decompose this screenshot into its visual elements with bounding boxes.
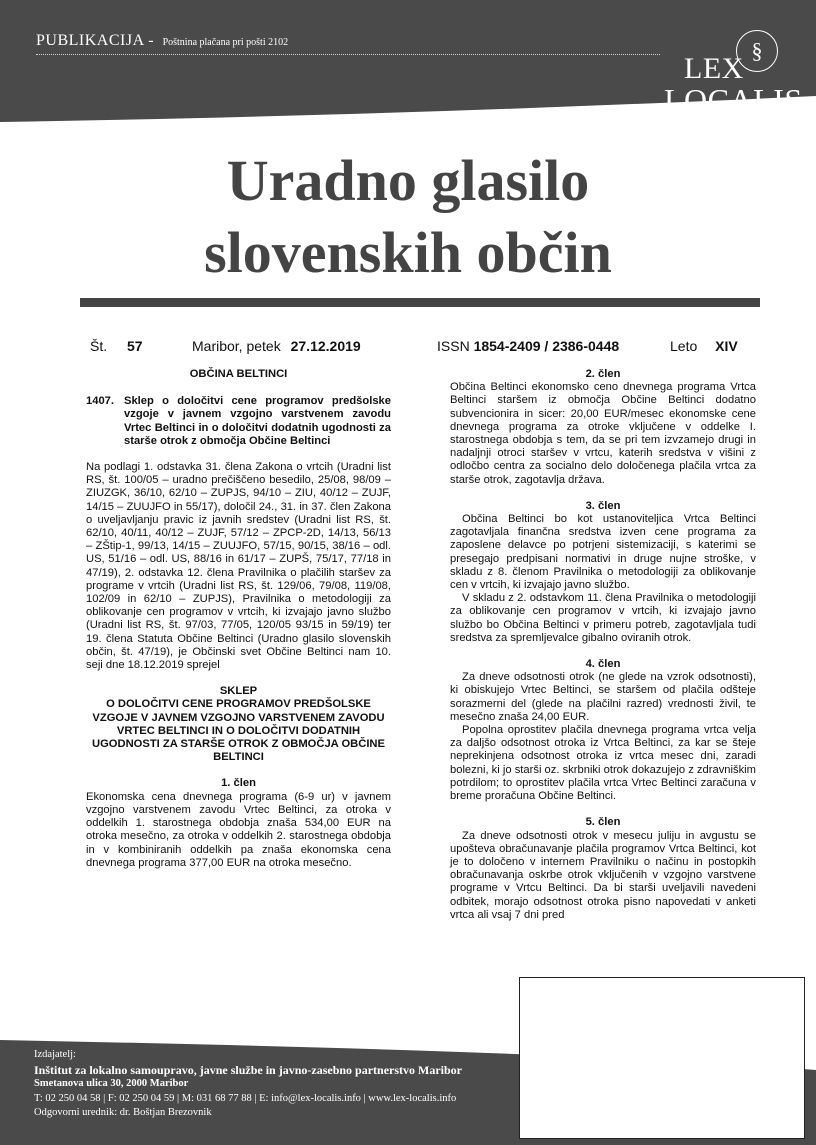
footer-editor: Odgovorni urednik: dr. Boštjan Brezovnik: [34, 1107, 212, 1118]
clen2-text: Občina Beltinci ekonomsko ceno dnevnega programa Vrtca Beltinci staršem iz območja Občine Beltinci dodatno subvencionira in sicer: 20,00 EUR/mesec ekonomske cene dnevnega programa za otroke vključene v oddelke I. starostnega obdobja s tem, da se pri tem izvzamejo drugi in nadaljnji otroci staršev v vrtcu, katerih sredstva v višini z odločbo centra za socialno delo določenega plačila vrtca za starše otrok, zagotavlja država.: [450, 381, 756, 486]
issue-issn: [437, 338, 619, 354]
postnina-text: Poštnina plačana pri pošti 2102: [162, 37, 289, 48]
clen3-paragraph-2: V skladu z 2. odstavkom 11. člena Pravilnika o metodologiji za oblikovanje cen programov v vrtcih, ki izvajajo javno službo bo Občina Beltinci v primeru potreb, zagotavljala tudi sredstva za spremljevalce gibalno oviranih otrok.: [450, 592, 756, 644]
logo-localis: LOCALIS: [664, 82, 803, 118]
footer-institute: Inštitut za lokalno samoupravo, javne službe in javno-zasebno partnerstvo Maribor: [34, 1062, 463, 1077]
clen3-paragraph-1: Občina Beltinci bo kot ustanoviteljica Vrtca Beltinci zagotavljala finančna sredstva izven cene programa za zaposlene delavce po potrjeni sistemizaciji, s katerimi se presegajo predpisani normativi in druge nujne stroške, v skladu z 8. členom Pravilnika o metodologiji za oblikovanje cen v vrtcih, ki izvajajo javno službo.: [450, 513, 756, 592]
clen3-heading: 3. člen: [585, 499, 621, 512]
clen5-paragraph-1: Za dneve odsotnosti otrok v mesecu juliju in avgustu se upošteva obračunavanje plačila programov Vrtca Beltinci, kot je to določeno v internem Pravilniku o načinu in postopkih obračunavanja oskrbe otrok vključenih v vzgojno varstvene programe v Vrtcu Beltinci. Da bi starši uveljavili navedeni odbitek, morajo odsotnost otroka pisno napovedati v anketi vrtca ali vsaj 7 dni pred: [450, 829, 756, 921]
issue-date: [192, 338, 361, 354]
left-column: [86, 368, 391, 870]
issue-date-value: 27.12.2019: [290, 338, 361, 354]
publikacija-text: PUBLIKACIJA -: [36, 32, 155, 49]
blank-box: [519, 977, 805, 1139]
publication-label: [36, 32, 288, 50]
clen5-heading: 5. člen: [585, 816, 621, 829]
issue-place: Maribor, petek: [192, 338, 281, 354]
sklep-heading: SKLEP: [219, 685, 258, 698]
header-divider: [36, 54, 660, 55]
footer-izdajatelj: Izdajatelj:: [34, 1049, 76, 1060]
issue-number-label: Št.: [90, 338, 108, 354]
page-title: [80, 145, 736, 289]
leto-label: Leto: [670, 338, 698, 354]
clen2-heading: 2. člen: [585, 368, 621, 380]
issue-number-value: 57: [127, 338, 143, 354]
paragraph-icon: §: [736, 30, 778, 72]
title-line-2: slovenskih občin: [204, 220, 612, 285]
footer-address: Smetanova ulica 30, 2000 Maribor: [34, 1078, 189, 1089]
clen4-heading: 4. člen: [585, 658, 621, 671]
logo-lex: LEX: [684, 52, 744, 85]
act-title-text: Sklep o določitvi cene programov predšolske vzgoje v javnem vzgojno varstvenem zavodu Vrtec Beltinci in o določitvi dodatnih ugodnosti za starše otrok z območja Občine Beltinci: [124, 395, 391, 447]
clen1-text: Ekonomska cena dnevnega programa (6-9 ur) v javnem vzgojno varstvenem zavodu Vrtec Beltinci, za otroka v oddelkih 1. starostnega obdobja znaša 534,00 EUR na otroka mesečno, za otroka v oddelkih 2. starostnega obdobja in v kombiniranih oddelkih pa znaša ekonomska cena dnevnega programa 377,00 EUR na otroka mesečno.: [86, 790, 391, 869]
right-column: [450, 368, 756, 922]
preamble: Na podlagi 1. odstavka 31. člena Zakona o vrtcih (Uradni list RS, št. 100/05 – uradno prečiščeno besedilo, 25/08, 98/09 – ZIUZGK, 36/10, 62/10 – ZUPJS, 94/10 – ZIU, 40/12 – ZUJF, 14/15 – ZUUJFO in 55/17), določil 24., 31. in 37. člen Zakona o uveljavljanju pravic iz javnih sredstev (Uradni list RS, št. 62/10, 40/11, 40/12 – ZUJF, 57/12 – ZPCP-2D, 14/13, 56/13 – ZŠtip-1, 99/13, 14/15 – ZUUJFO, 57/15, 90/15, 38/16 – odl. US, 51/16 – odl. US, 88/16 in 61/17 – ZUPŠ, 75/17, 77/18 in 47/19), 2. odstavka 12. člena Pravilnika o plačilih staršev za programe v vrtcih (Uradni list RS, št. 129/06, 79/08, 119/08, 102/09 in 62/10 – ZUPJS), Pravilnika o metodologiji za oblikovanje cen programov v vrtcih, ki izvajajo javno službo (Uradni list RS, št. 97/03, 77/05, 120/05 93/15 in 59/19) ter 19. člena Statuta Občine Beltinci (Uradno glasilo slovenskih občin, št. 47/19), je Občinski svet Občine Beltinci nam 10. seji dne 18.12.2019 sprejel: [86, 461, 391, 672]
issue-year: [670, 338, 738, 354]
sklep-title: O DOLOČITVI CENE PROGRAMOV PREDŠOLSKE VZGOJE V JAVNEM VZGOJNO VARSTVENEM ZAVODU VRTEC BELTINCI IN O DOLOČITVI DODATNIH UGODNOSTI ZA STARŠE OTROK Z OBMOČJA OBČINE BELTINCI: [92, 698, 385, 764]
municipality-heading: OBČINA BELTINCI: [189, 368, 288, 380]
title-line-1: Uradno glasilo: [226, 148, 590, 213]
issn-label: ISSN: [437, 338, 470, 354]
leto-value: XIV: [715, 338, 738, 354]
clen4-paragraph-1: Za dneve odsotnosti otrok (ne glede na vzrok odsotnosti), ki obiskujejo Vrtec Beltinci, se staršem od plačila odšteje sorazmerni del (glede na plačilni razred) vrednosti živil, te mesečno znaša 24,00 EUR.: [450, 671, 756, 723]
lex-localis-logo: [660, 30, 803, 118]
title-rule: [80, 298, 760, 307]
footer-publisher: [34, 1048, 462, 1121]
act-title: [86, 395, 391, 448]
footer-contacts: T: 02 250 04 58 | F: 02 250 04 59 | M: 031 68 77 88 | E: info@lex-localis.info | www.lex-localis.info: [34, 1092, 457, 1104]
clen1-heading: 1. člen: [221, 777, 256, 790]
issn-value: 1854-2409 / 2386-0448: [473, 338, 620, 354]
issue-number: [90, 338, 143, 354]
act-number: 1407.: [86, 395, 114, 408]
clen4-paragraph-2: Popolna oprostitev plačila dnevnega programa vrtca velja za daljšo odsotnost otroka iz Vrtca Beltinci, za kar se šteje neprekinjena odsotnost otroka iz vrtca mesec dni, zaradi bolezni, ki jo starši oz. skrbniki otrok dokazujejo z zdravniškim potrdilom; to oprostitev plačila vrtca Vrtec Beltinci zaračuna v breme proračuna Občine Beltinci.: [450, 724, 756, 803]
